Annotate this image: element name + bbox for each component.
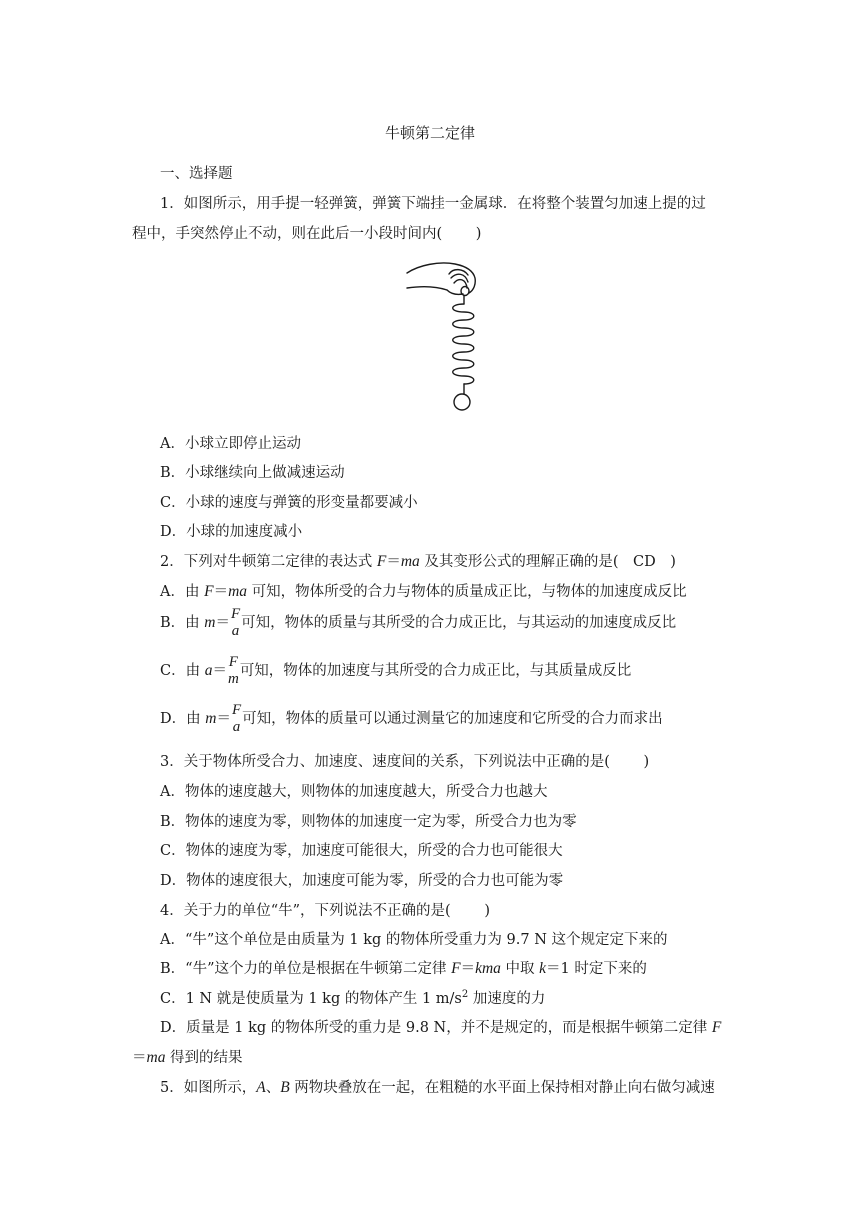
hand-spring-ball-figure: [405, 262, 487, 418]
q3-option-c: C．物体的速度为零，加速度可能很大，所受的合力也可能很大: [160, 843, 563, 859]
fraction-f-over-m: F m: [227, 654, 239, 687]
fraction-f-over-a: F a: [230, 606, 241, 639]
q2-stem: 2．下列对牛顿第二定律的表达式 F＝ma 及其变形公式的理解正确的是( CD ): [160, 553, 676, 570]
q2-option-d: D．由 m＝ F a 可知，物体的质量可以通过测量它的加速度和它所受的合力而求出: [160, 702, 663, 735]
q3-option-a: A．物体的速度越大，则物体的加速度越大，所受合力也越大: [160, 784, 548, 800]
q2-option-c: C．由 a＝ F m 可知，物体的加速度与其所受的合力成正比，与其质量成反比: [160, 654, 632, 687]
q4-stem: 4．关于力的单位“牛”，下列说法不正确的是( ): [160, 903, 490, 919]
page-title: 牛顿第二定律: [384, 124, 475, 142]
q1-option-c: C．小球的速度与弹簧的形变量都要减小: [160, 495, 418, 511]
fraction-f-over-a: F a: [231, 702, 242, 735]
q4-option-d-line2: ＝ma 得到的结果: [132, 1049, 243, 1066]
q4-option-c: C．1 N 就是使质量为 1 kg 的物体产生 1 $m/s^2$ 加速度的力: [160, 989, 546, 1007]
q4-option-b: B．“牛”这个力的单位是根据在牛顿第二定律 F＝kma 中取 k＝1 时定下来的: [160, 960, 647, 977]
q2-option-a: A．由 F＝ma 可知，物体所受的合力与物体的质量成正比，与物体的加速度成反比: [160, 583, 687, 600]
section-heading: 一、选择题: [160, 166, 233, 182]
q1-option-d: D．小球的加速度减小: [160, 524, 303, 540]
q4-option-a: A．“牛”这个单位是由质量为 1 kg 的物体所受重力为 9.7 N 这个规定定下来的: [160, 932, 668, 948]
q1-option-a: A．小球立即停止运动: [160, 436, 301, 452]
q3-stem: 3．关于物体所受合力、加速度、速度间的关系，下列说法中正确的是( ): [160, 754, 650, 770]
q2-option-b: B．由 m＝ F a 可知，物体的质量与其所受的合力成正比，与其运动的加速度成反比: [160, 606, 677, 639]
q5-stem: 5．如图所示，A、B 两物块叠放在一起，在粗糙的水平面上保持相对静止向右做匀减速: [160, 1079, 715, 1096]
q3-option-b: B．物体的速度为零，则物体的加速度一定为零，所受合力也为零: [160, 814, 577, 830]
q1-option-b: B．小球继续向上做减速运动: [160, 465, 345, 481]
q4-option-d-line1: D．质量是 1 kg 的物体所受的重力是 9.8 N，并不是规定的，而是根据牛顿第二定律 F: [160, 1019, 722, 1036]
q1-stem-line1: 1．如图所示，用手提一轻弹簧，弹簧下端挂一金属球．在将整个装置匀加速上提的过: [160, 196, 706, 212]
hand-spring-ball-illustration: [405, 262, 487, 414]
q1-stem-line2: 程中，手突然停止不动，则在此后一小段时间内( ): [132, 226, 482, 242]
q3-option-d: D．物体的速度很大，加速度可能为零，所受的合力也可能为零: [160, 873, 564, 889]
